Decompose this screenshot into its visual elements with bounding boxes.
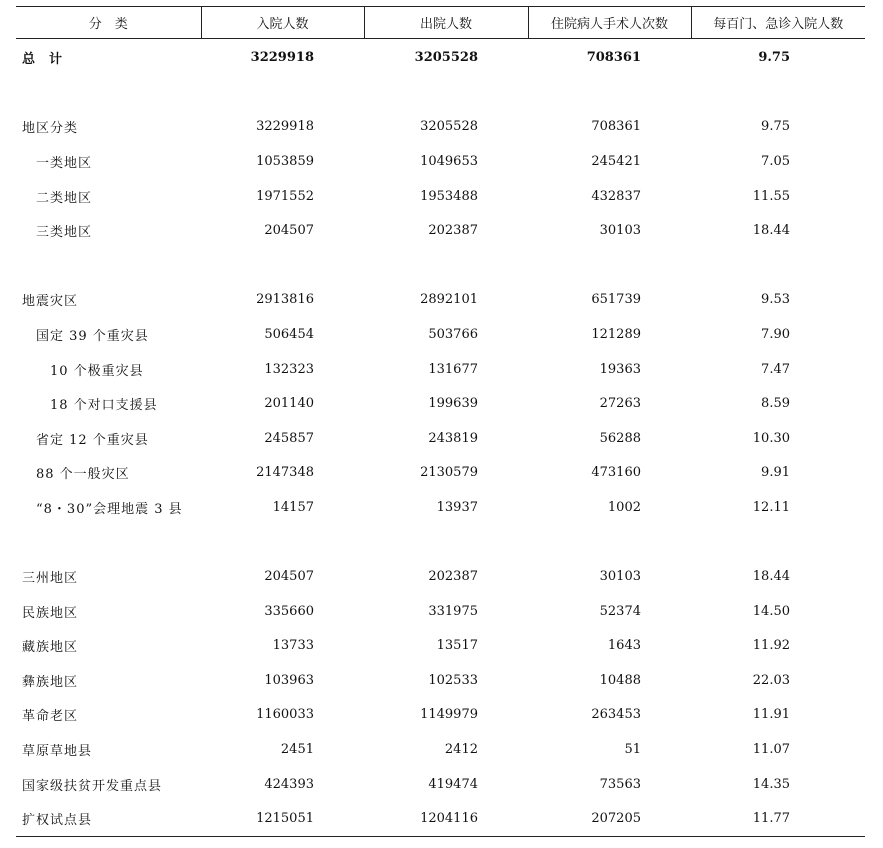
cell-admitted: 1160033 (256, 707, 314, 723)
cell-per100: 11.77 (691, 801, 865, 836)
cell-per100: 22.03 (752, 672, 790, 688)
cell-per100: 7.47 (761, 361, 790, 377)
cell-per100: 10.30 (752, 430, 790, 446)
header-surgeries: 住院病人手术人次数 (528, 7, 691, 39)
row-label: 88 个一般灾区 (36, 467, 130, 483)
cell-per100: 8.59 (761, 396, 790, 412)
table-row (16, 352, 865, 387)
cell-admitted: 2147348 (256, 465, 314, 481)
row-label: “8・30”会理地震 3 县 (36, 501, 183, 517)
cell-discharged: 2412 (444, 742, 478, 758)
table-row (16, 767, 865, 802)
header-per100-admissions: 每百门、急诊入院人数 (691, 7, 865, 39)
row-label: 三类地区 (36, 225, 93, 241)
cell-discharged: 1953488 (420, 188, 478, 204)
cell-per100: 7.90 (761, 326, 790, 342)
row-label: 革命老区 (22, 709, 79, 725)
cell-surgeries: 10488 (599, 672, 641, 688)
cell-surgeries: 263453 (591, 707, 641, 723)
cell-admitted: 204507 (264, 569, 314, 585)
cell-per100: 18.44 (752, 569, 790, 585)
cell-surgeries: 19363 (599, 361, 641, 377)
table-row (16, 421, 865, 456)
cell-discharged: 419474 (428, 776, 478, 792)
cell-admitted: 14157 (272, 499, 314, 515)
table-row (16, 179, 865, 214)
cell-admitted: 204507 (264, 223, 314, 239)
cell-surgeries: 1643 (607, 638, 641, 654)
cell-per100: 7.05 (761, 153, 790, 169)
cell-discharged: 1149979 (420, 707, 478, 723)
row-label: 民族地区 (22, 605, 79, 621)
cell-surgeries: 73563 (599, 776, 641, 792)
table-row (16, 144, 865, 179)
table-row (16, 698, 865, 733)
spacer-row (16, 75, 865, 110)
row-label: 地区分类 (22, 121, 79, 137)
cell-discharged: 202387 (428, 223, 478, 239)
cell-per100: 11.55 (752, 188, 790, 204)
table-row (16, 732, 865, 767)
table-row (16, 456, 865, 491)
cell-discharged: 1204116 (364, 801, 528, 836)
total-row (16, 39, 865, 76)
cell-per100: 18.44 (752, 223, 790, 239)
table-row (16, 213, 865, 248)
row-label: 扩权试点县 (16, 801, 201, 836)
cell-surgeries: 121289 (591, 326, 641, 342)
cell-per100: 11.91 (752, 707, 790, 723)
cell-discharged: 13937 (436, 499, 478, 515)
cell-discharged: 202387 (428, 569, 478, 585)
cell-discharged: 3205528 (420, 119, 478, 135)
cell-per100: 11.92 (752, 638, 790, 654)
table-row (16, 801, 865, 836)
cell-per100: 14.35 (752, 776, 790, 792)
cell-discharged: 199639 (428, 396, 478, 412)
cell-discharged: 2130579 (420, 465, 478, 481)
row-label: 彝族地区 (22, 674, 79, 690)
cell-discharged: 131677 (428, 361, 478, 377)
cell-admitted: 424393 (264, 776, 314, 792)
spacer-cell (16, 525, 865, 560)
cell-surgeries: 30103 (599, 569, 641, 585)
statistics-table-container (16, 6, 865, 837)
cell-discharged: 331975 (428, 603, 478, 619)
header-discharged: 出院人数 (364, 7, 528, 39)
cell-discharged: 503766 (428, 326, 478, 342)
total-admitted: 3229918 (250, 49, 314, 65)
table-row (16, 594, 865, 629)
hospital-admissions-table (16, 6, 865, 837)
row-label: 省定 12 个重灾县 (36, 432, 149, 448)
cell-discharged: 13517 (436, 638, 478, 654)
cell-admitted: 2913816 (256, 292, 314, 308)
cell-per100: 9.75 (761, 119, 790, 135)
table-row (16, 559, 865, 594)
cell-surgeries: 56288 (599, 430, 641, 446)
row-label: 地震灾区 (22, 294, 79, 310)
cell-admitted: 1215051 (201, 801, 364, 836)
total-label: 总计 (22, 51, 77, 67)
cell-surgeries: 52374 (599, 603, 641, 619)
cell-admitted: 132323 (264, 361, 314, 377)
header-category: 分 类 (16, 7, 201, 39)
cell-discharged: 1049653 (420, 153, 478, 169)
cell-admitted: 506454 (264, 326, 314, 342)
spacer-row (16, 525, 865, 560)
cell-surgeries: 27263 (599, 396, 641, 412)
row-label: 三州地区 (22, 571, 79, 587)
cell-per100: 9.91 (761, 465, 790, 481)
cell-per100: 14.50 (752, 603, 790, 619)
cell-discharged: 243819 (428, 430, 478, 446)
table-row (16, 110, 865, 145)
cell-surgeries: 1002 (607, 499, 641, 515)
cell-surgeries: 432837 (591, 188, 641, 204)
row-label: 藏族地区 (22, 640, 79, 656)
spacer-row (16, 248, 865, 283)
table-header (16, 7, 865, 39)
header-row (16, 7, 865, 39)
table-row (16, 663, 865, 698)
cell-admitted: 13733 (272, 638, 314, 654)
cell-surgeries: 30103 (599, 223, 641, 239)
cell-surgeries: 207205 (528, 801, 691, 836)
cell-per100: 12.11 (752, 499, 790, 515)
cell-admitted: 1971552 (256, 188, 314, 204)
row-label: 一类地区 (36, 155, 93, 171)
cell-surgeries: 245421 (591, 153, 641, 169)
table-row (16, 490, 865, 525)
row-label: 二类地区 (36, 190, 93, 206)
cell-admitted: 245857 (264, 430, 314, 446)
table-row (16, 386, 865, 421)
row-label: 10 个极重灾县 (50, 363, 144, 379)
header-admitted: 入院人数 (201, 7, 364, 39)
table-row (16, 629, 865, 664)
cell-admitted: 1053859 (256, 153, 314, 169)
spacer-cell (16, 248, 865, 283)
cell-surgeries: 708361 (591, 119, 641, 135)
row-label: 18 个对口支援县 (50, 398, 158, 414)
row-label: 草原草地县 (22, 744, 93, 760)
cell-admitted: 3229918 (256, 119, 314, 135)
cell-per100: 11.07 (752, 742, 790, 758)
cell-admitted: 335660 (264, 603, 314, 619)
table-row (16, 283, 865, 318)
total-per100: 9.75 (758, 49, 790, 65)
spacer-cell (16, 75, 865, 110)
total-discharged: 3205528 (414, 49, 478, 65)
cell-discharged: 102533 (428, 672, 478, 688)
total-surgeries: 708361 (586, 49, 641, 65)
cell-surgeries: 473160 (591, 465, 641, 481)
table-body (16, 39, 865, 837)
cell-surgeries: 51 (624, 742, 641, 758)
cell-admitted: 103963 (264, 672, 314, 688)
cell-discharged: 2892101 (420, 292, 478, 308)
cell-admitted: 201140 (264, 396, 314, 412)
row-label: 国家级扶贫开发重点县 (22, 778, 163, 794)
cell-admitted: 2451 (280, 742, 314, 758)
cell-per100: 9.53 (761, 292, 790, 308)
table-row (16, 317, 865, 352)
row-label: 国定 39 个重灾县 (36, 328, 149, 344)
cell-surgeries: 651739 (591, 292, 641, 308)
